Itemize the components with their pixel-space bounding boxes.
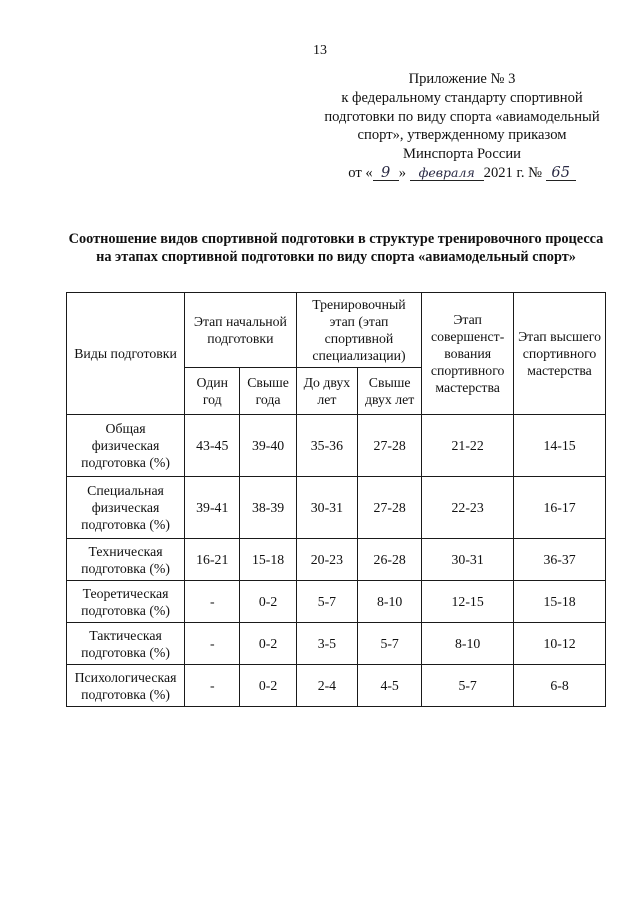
table-cell: 26-28	[358, 539, 422, 581]
table-row	[67, 415, 606, 477]
row-label: Психологическая подготовка (%)	[67, 665, 185, 707]
appendix-line: Минспорта России	[403, 146, 521, 163]
table-row	[67, 581, 606, 623]
date-mid: »	[398, 164, 406, 181]
header-stage-training: Тренировочный этап (этап спортивной специализации)	[296, 293, 422, 368]
table-cell: 20-23	[296, 539, 357, 581]
table-cell: 3-5	[296, 623, 357, 665]
table-cell: 39-40	[240, 415, 296, 477]
row-label: Специальная физическая подготовка (%)	[67, 477, 185, 539]
header-stage-highest: Этап высшего спортивного мастерства	[514, 293, 606, 415]
handwritten-day: 9	[373, 166, 399, 181]
table-cell: 16-17	[514, 477, 606, 539]
table-cell: 5-7	[358, 623, 422, 665]
training-ratio-table	[66, 292, 606, 707]
table-cell: 14-15	[514, 415, 606, 477]
row-label: Общая физическая подготовка (%)	[67, 415, 185, 477]
table-cell: 2-4	[296, 665, 357, 707]
row-label: Тактическая подготовка (%)	[67, 623, 185, 665]
appendix-line: спорт», утвержденному приказом	[357, 127, 567, 144]
row-label: Теоретическая подготовка (%)	[67, 581, 185, 623]
table-cell: 12-15	[422, 581, 514, 623]
table-row	[67, 665, 606, 707]
table-cell: 5-7	[296, 581, 357, 623]
table-cell: 35-36	[296, 415, 357, 477]
table-cell: 36-37	[514, 539, 606, 581]
table-row	[67, 477, 606, 539]
order-date-line	[316, 164, 608, 183]
table-cell: 43-45	[185, 415, 240, 477]
handwritten-month: февраля	[410, 166, 484, 181]
date-year: 2021 г. №	[483, 164, 543, 181]
subheader-over-two-years: Свыше двух лет	[358, 368, 422, 415]
table-cell: 0-2	[240, 581, 296, 623]
header-stage-improvement: Этап совершенст-вования спортивного мастерства	[422, 293, 514, 415]
appendix-line: подготовки по виду спорта «авиамодельный	[324, 108, 600, 125]
handwritten-order-number: 65	[546, 166, 576, 181]
table-cell: 8-10	[358, 581, 422, 623]
table-cell: 0-2	[240, 623, 296, 665]
table-cell: 30-31	[296, 477, 357, 539]
table-header-row	[67, 293, 606, 368]
table-cell: 15-18	[240, 539, 296, 581]
table-cell: 8-10	[422, 623, 514, 665]
appendix-line: к федеральному стандарту спортивной	[341, 89, 583, 106]
table-cell: 6-8	[514, 665, 606, 707]
document-title: Соотношение видов спортивной подготовки в структуре тренировочного процесса на этапах спортивной подготовки по виду спорта «авиамодельный спорт»	[68, 231, 604, 265]
header-kind: Виды подготовки	[67, 293, 185, 415]
table-cell: 0-2	[240, 665, 296, 707]
table-cell: -	[185, 623, 240, 665]
table-cell: -	[185, 665, 240, 707]
page-number: 13	[313, 43, 327, 58]
row-label: Техническая подготовка (%)	[67, 539, 185, 581]
table-cell: -	[185, 581, 240, 623]
subheader-one-year: Один год	[185, 368, 240, 415]
table-cell: 27-28	[358, 477, 422, 539]
table-cell: 22-23	[422, 477, 514, 539]
table-cell: 38-39	[240, 477, 296, 539]
table-row	[67, 623, 606, 665]
appendix-header	[316, 70, 608, 183]
subheader-upto-two-years: До двух лет	[296, 368, 357, 415]
table-cell: 5-7	[422, 665, 514, 707]
date-prefix: от «	[348, 164, 373, 181]
table-cell: 4-5	[358, 665, 422, 707]
table-cell: 27-28	[358, 415, 422, 477]
appendix-line: Приложение № 3	[408, 71, 516, 87]
table-cell: 39-41	[185, 477, 240, 539]
table-cell: 15-18	[514, 581, 606, 623]
table-cell: 30-31	[422, 539, 514, 581]
subheader-over-year: Свыше года	[240, 368, 296, 415]
header-stage-initial: Этап начальной подготовки	[185, 293, 297, 368]
table-cell: 16-21	[185, 539, 240, 581]
table-cell: 21-22	[422, 415, 514, 477]
table-row	[67, 539, 606, 581]
table-cell: 10-12	[514, 623, 606, 665]
